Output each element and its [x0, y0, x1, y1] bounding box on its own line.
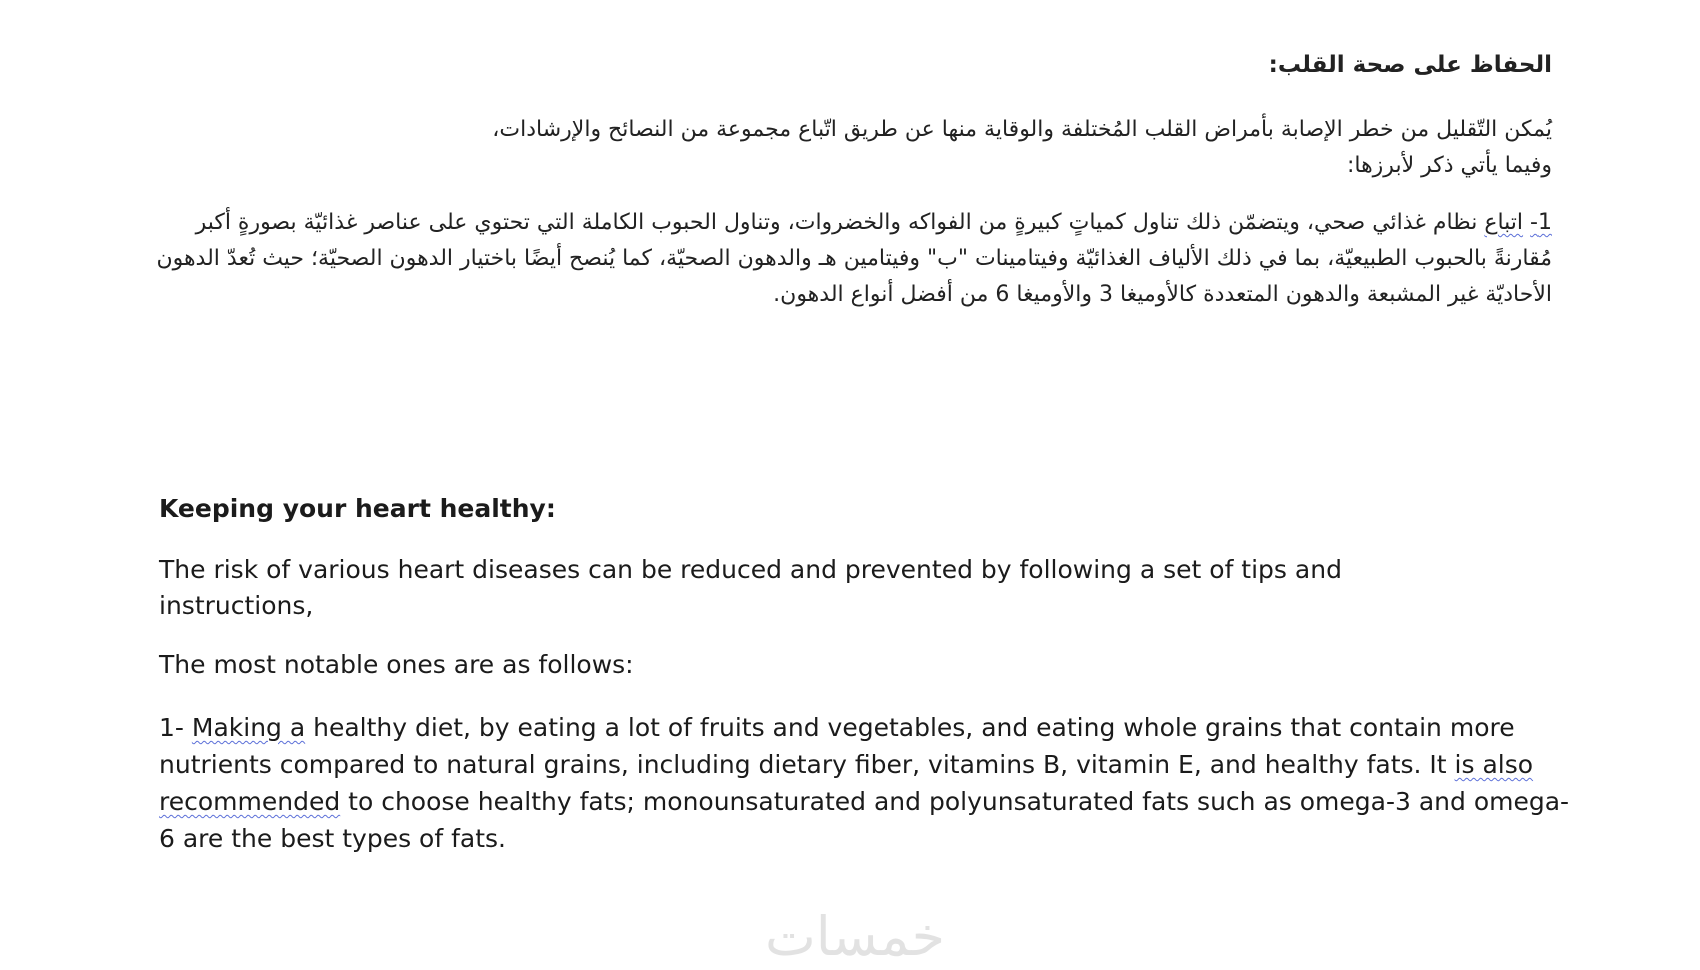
english-notable-line: The most notable ones are as follows: [159, 650, 634, 679]
english-intro-paragraph [159, 552, 1579, 624]
english-list-item-1 [159, 709, 1579, 857]
english-intro-line-1: The risk of various heart diseases can be reduced and prevented by following a set of tips and [159, 555, 1342, 584]
arabic-intro-line-1: يُمكن التّقليل من خطر الإصابة بأمراض القلب المُختلفة والوقاية منها عن طريق اتّباع مجموعة من النصائح والإرشادات، [492, 117, 1552, 142]
english-intro-line-2: instructions, [159, 591, 314, 620]
english-heading: Keeping your heart healthy: [159, 494, 556, 523]
english-item-text-part-3: to choose healthy fats; monounsaturated and polyunsaturated fats such as omega-3 and omega-6 are the best types of fats. [159, 787, 1570, 853]
arabic-intro-line-2: وفيما يأتي ذكر لأبرزها: [1346, 153, 1552, 178]
watermark-logo: خمسات [764, 905, 946, 968]
english-item-number: 1- [159, 713, 192, 742]
english-item-text-part-2: healthy diet, by eating a lot of fruits and vegetables, and eating whole grains that contain more nutrients compared to natural grains, including dietary fiber, vitamins B, vitamin E, and healthy fats. It [159, 713, 1515, 779]
arabic-item-number: 1- [1530, 210, 1552, 235]
arabic-heading: الحفاظ على صحة القلب: [1268, 52, 1552, 78]
english-flagged-phrase-1: Making a [191, 713, 306, 742]
arabic-item-text: نظام غذائي صحي، ويتضمّن ذلك تناول كمياتٍ كبيرةٍ من الفواكه والخضروات، وتناول الحبوب الكاملة التي تحتوي على عناصر غذائيّة بصورةٍ أكبر مُقارنةً بالحبوب الطبيعيّة، بما في ذلك الألياف الغذائيّة وفيتامينات "ب" وفيتامين هـ والدهون الصحيّة، كما يُنصح أيضًا باختيار الدهون الصحيّة؛ حيث تُعدّ الدهون الأحاديّة غير المشبعة والدهون المتعددة كالأوميغا 3 والأوميغا 6 من أفضل أنواع الدهون. [156, 210, 1552, 307]
arabic-list-item-1 [132, 205, 1552, 313]
arabic-intro-paragraph [132, 112, 1552, 184]
arabic-flagged-word: اتباع [1484, 210, 1524, 235]
english-flagged-phrase-2: is also recommended [159, 750, 1534, 816]
